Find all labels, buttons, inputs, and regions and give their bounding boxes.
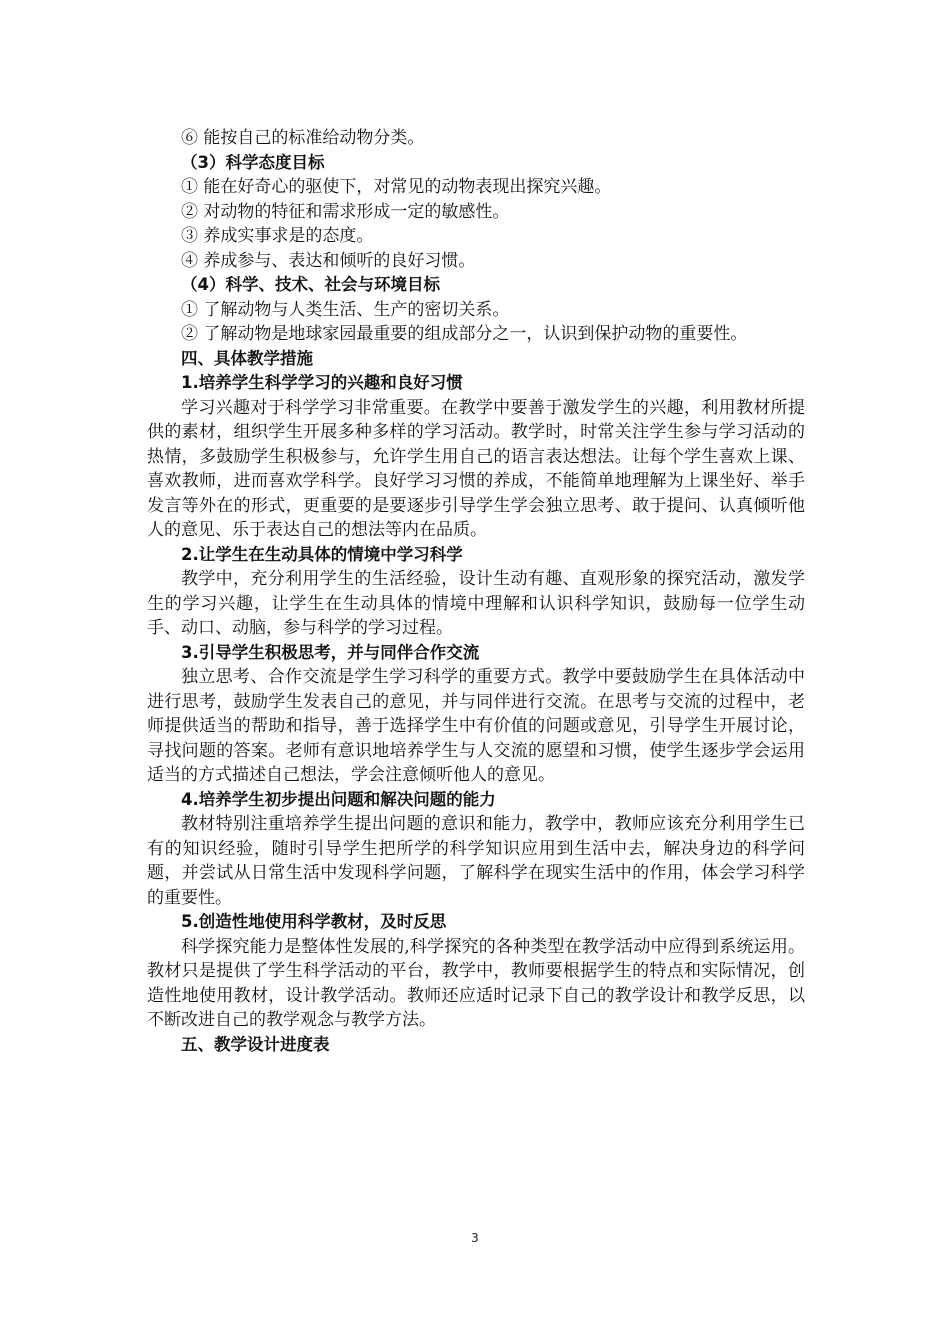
sts-item-2: ② 了解动物是地球家园最重要的组成部分之一，认识到保护动物的重要性。 [181, 324, 748, 344]
attitude-item-1: ① 能在好奇心的驱使下，对常见的动物表现出探究兴趣。 [181, 177, 612, 197]
measure-5-text: 科学探究能力是整体性发展的,科学探究的各种类型在教学活动中应得到系统运用。教材只是提供了学生科学活动的平台，教学中，教师要根据学生的特点和实际情况，创造性地使用教材，设计教学活动。教师还应适时记录下自己的教学设计和教学反思，以不断改进自己的教学观念与教学方法。 [147, 936, 805, 1030]
measure-4-title: 4.培养学生初步提出问题和解决问题的能力 [181, 789, 496, 809]
heading-sts-goals: （4）科学、技术、社会与环境目标 [181, 275, 440, 294]
attitude-item-3: ③ 养成实事求是的态度。 [181, 226, 374, 246]
measure-3-text: 独立思考、合作交流是学生学习科学的重要方式。教学中要鼓励学生在具体活动中进行思考，鼓励学生发表自己的意见，并与同伴进行交流。在思考与交流的过程中，老师提供适当的帮助和指导，善于选择学生中有价值的问题或意见，引导学生开展讨论，寻找问题的答案。老师有意识地培养学生与人交流的愿望和习惯，使学生逐步学会运用适当的方式描述自己想法，学会注意倾听他人的意见。 [147, 667, 805, 785]
heading-teaching-measures: 四、具体教学措施 [181, 348, 313, 368]
measure-1-text: 学习兴趣对于科学学习非常重要。在教学中要善于激发学生的兴趣，利用教材所提供的素材，组织学生开展多种多样的学习活动。教学时，时常关注学生参与学习活动的热情，多鼓励学生积极参与，允许学生用自己的语言表达想法。让每个学生喜欢上课、喜欢教师，进而喜欢学科学。良好学习习惯的养成，不能简单地理解为上课坐好、举手发言等外在的形式，更重要的是要逐步引导学生学会独立思考、敢于提问、认真倾听他人的意见、乐于表达自己的想法等内在品质。 [147, 397, 805, 540]
attitude-item-2: ② 对动物的特征和需求形成一定的敏感性。 [181, 201, 510, 222]
heading-schedule: 五、教学设计进度表 [181, 1034, 330, 1054]
measure-3-title: 3.引导学生积极思考，并与同伴合作交流 [181, 642, 480, 662]
page-number: 3 [471, 1231, 479, 1245]
measure-1-title: 1.培养学生科学学习的兴趣和良好习惯 [181, 373, 463, 392]
measure-2-title: 2.让学生在生动具体的情境中学习科学 [181, 544, 463, 564]
measure-5-title: 5.创造性地使用科学教材，及时反思 [181, 912, 447, 931]
measure-2-text: 教学中，充分利用学生的生活经验，设计生动有趣、直观形象的探究活动，激发学生的学习兴趣，让学生在生动具体的情境中理解和认识科学知识，鼓励每一位学生动手、动口、动脑，参与科学的学习过程。 [147, 569, 805, 638]
attitude-item-4: ④ 养成参与、表达和倾听的良好习惯。 [181, 250, 476, 271]
sts-item-1: ① 了解动物与人类生活、生产的密切关系。 [181, 299, 510, 320]
measure-4-text: 教材特别注重培养学生提出问题的意识和能力，教学中，教师应该充分利用学生已有的知识经验，随时引导学生把所学的科学知识应用到生活中去，解决身边的科学问题，并尝试从日常生活中发现科学问题，了解科学在现实生活中的作用，体会学习科学的重要性。 [147, 814, 805, 908]
document-body [147, 126, 805, 1057]
objective-item-6: ⑥ 能按自己的标准给动物分类。 [181, 128, 425, 148]
heading-science-attitude: （3）科学态度目标 [181, 152, 325, 172]
